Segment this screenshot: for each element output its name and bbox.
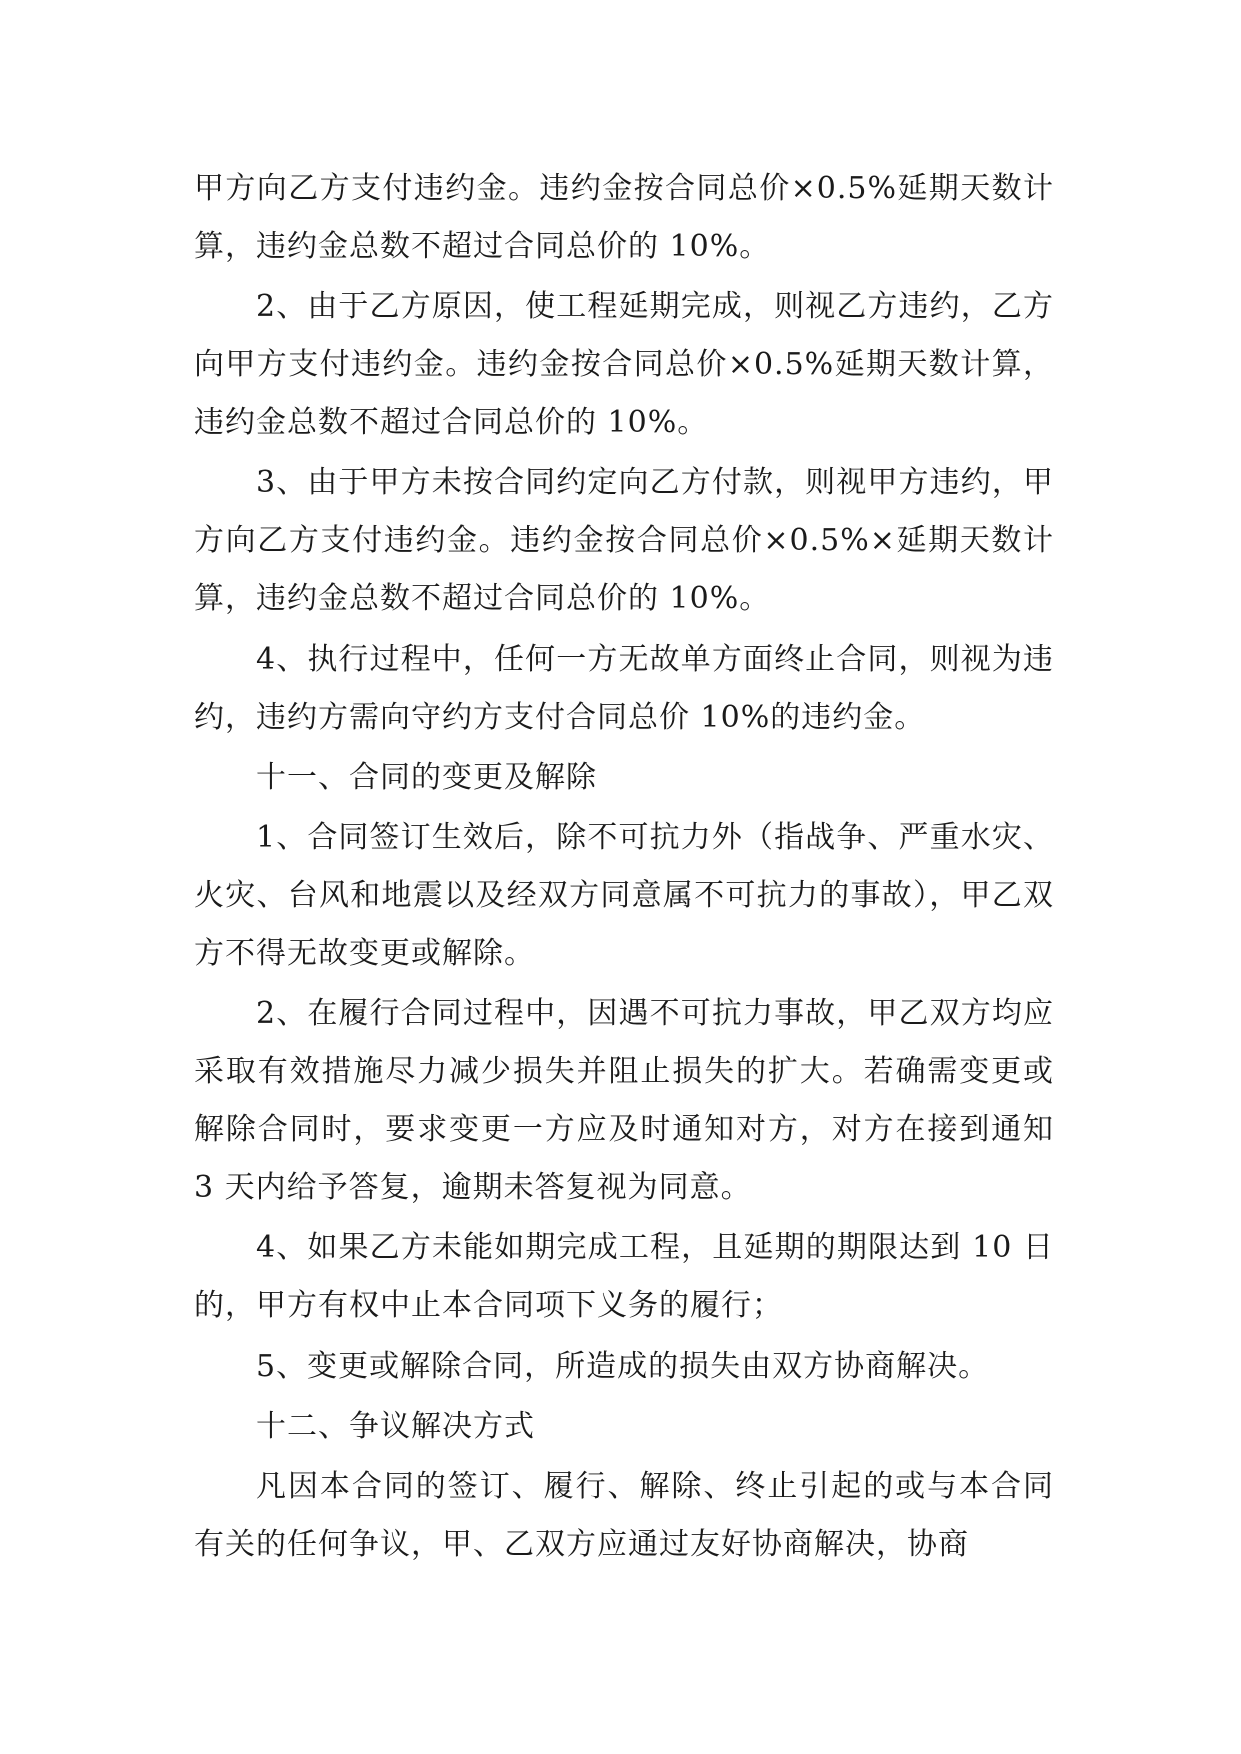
section-heading-11: 十一、合同的变更及解除 [256,759,597,795]
paragraph-clause-2: 2、由于乙方原因，使工程延期完成，则视乙方违约，乙方向甲方支付违约金。违约金按合同总价×0.5%延期天数计算，违约金总数不超过合同总价的 10%。 [194,289,1054,441]
paragraph-section-11-clause-1: 1、合同签订生效后，除不可抗力外（指战争、严重水灾、火灾、台风和地震以及经双方同意属不可抗力的事故），甲乙双方不得无故变更或解除。 [194,819,1054,971]
paragraph-clause-4: 4、执行过程中，任何一方无故单方面终止合同，则视为违约，违约方需向守约方支付合同总价 10%的违约金。 [194,641,1054,735]
paragraph-section-11-clause-2: 2、在履行合同过程中，因遇不可抗力事故，甲乙双方均应采取有效措施尽力减少损失并阻止损失的扩大。若确需变更或解除合同时，要求变更一方应及时通知对方，对方在接到通知 3 天内给予答复，逾期未答复视为同意。 [194,996,1054,1206]
contract-text [194,160,1054,1576]
paragraph-section-11-clause-4: 4、如果乙方未能如期完成工程，且延期的期限达到 10 日的，甲方有权中止本合同项下义务的履行； [194,1230,1054,1324]
paragraph-penalty-continuation: 甲方向乙方支付违约金。违约金按合同总价×0.5%延期天数计算，违约金总数不超过合同总价的 10%。 [194,171,1054,264]
paragraph-section-11-clause-5: 5、变更或解除合同，所造成的损失由双方协商解决。 [256,1348,990,1384]
section-heading-12: 十二、争议解决方式 [256,1408,535,1444]
paragraph-clause-3: 3、由于甲方未按合同约定向乙方付款，则视甲方违约，甲方向乙方支付违约金。违约金按合同总价×0.5%×延期天数计算，违约金总数不超过合同总价的 10%。 [194,465,1054,617]
paragraph-dispute-resolution: 凡因本合同的签订、履行、解除、终止引起的或与本合同有关的任何争议，甲、乙双方应通过友好协商解决，协商 [194,1468,1054,1562]
